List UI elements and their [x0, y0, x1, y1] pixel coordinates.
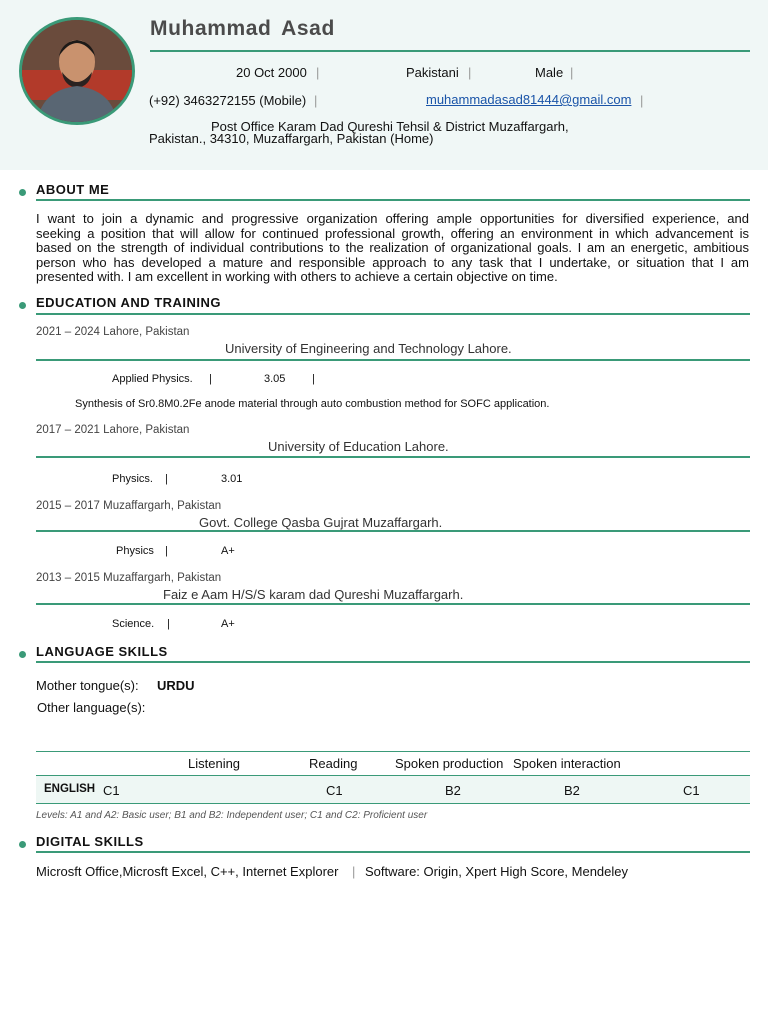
mother-tongue-value: URDU [157, 678, 195, 693]
table-top-line [36, 751, 750, 752]
header-spoken-production: Spoken production [395, 756, 504, 771]
language-skills-title: LANGUAGE SKILLS [36, 644, 168, 659]
separator: | [468, 65, 472, 80]
levels-note: Levels: A1 and A2: Basic user; B1 and B2: Independent user; C1 and C2: Proficient user [36, 810, 428, 821]
phone-number: (+92) 3463272155 (Mobile) [149, 93, 307, 108]
header-spoken-interaction: Spoken interaction [513, 756, 621, 771]
software-skills: Software: Origin, Xpert High Score, Mendeley [365, 864, 629, 879]
grade: 3.05 [264, 373, 286, 385]
nationality: Pakistani [406, 65, 459, 80]
section-underline [36, 851, 750, 853]
digital-skills-title: DIGITAL SKILLS [36, 834, 144, 849]
about-line: person who has developed a mature and responsible approach to any task that I undertake, or situation that I am [36, 254, 749, 270]
mother-tongue-label: Mother tongue(s): [36, 678, 139, 693]
language-level: B2 [445, 783, 461, 798]
language-level: C1 [683, 783, 700, 798]
section-bullet [19, 651, 26, 658]
separator: | [165, 473, 168, 485]
language-level: C1 [103, 783, 120, 798]
about-line: I want to join a dynamic and progressive organization offering ample opportunities for diversified experience, and [36, 211, 749, 226]
education-date: 2021 – 2024 Lahore, Pakistan [36, 326, 190, 338]
separator: | [314, 93, 318, 108]
section-bullet [19, 302, 26, 309]
separator: | [209, 373, 212, 385]
language-row [36, 776, 750, 803]
separator: | [167, 618, 170, 630]
about-line: presented with. I am excellent in working with others to achieve a certain objective on time. [36, 269, 558, 284]
other-languages-label: Other language(s): [37, 700, 146, 715]
separator: | [640, 93, 644, 108]
institution-name: Govt. College Qasba Gujrat Muzaffargarh. [199, 515, 443, 530]
section-underline [36, 313, 750, 315]
thesis-note: Synthesis of Sr0.8M0.2Fe anode material through auto combustion method for SOFC application. [75, 398, 550, 410]
grade: 3.01 [221, 473, 243, 485]
section-underline [36, 661, 750, 663]
about-me-title: ABOUT ME [36, 182, 110, 197]
header-listening: Listening [188, 756, 241, 771]
name-underline [150, 50, 750, 52]
office-skills: Microsft Office,Microsft Excel, C++, Internet Explorer [36, 864, 339, 879]
grade: A+ [221, 545, 235, 557]
entry-underline [36, 359, 750, 361]
institution-name: Faiz e Aam H/S/S karam dad Qureshi Muzaffargarh. [163, 587, 464, 602]
education-date: 2017 – 2021 Lahore, Pakistan [36, 424, 190, 436]
education-title: EDUCATION AND TRAINING [36, 295, 222, 310]
email-link[interactable]: muhammadasad81444@gmail.com [426, 92, 632, 107]
address-line-1: Post Office Karam Dad Qureshi Tehsil & District Muzaffargarh, [211, 119, 569, 134]
separator: | [165, 545, 168, 557]
education-date: 2013 – 2015 Muzaffargarh, Pakistan [36, 572, 222, 584]
entry-underline [36, 530, 750, 532]
section-bullet [19, 841, 26, 848]
language-level: B2 [564, 783, 580, 798]
separator: | [316, 65, 320, 80]
education-date: 2015 – 2017 Muzaffargarh, Pakistan [36, 500, 222, 512]
institution-name: University of Engineering and Technology Lahore. [225, 341, 512, 356]
field-of-study: Physics [116, 545, 154, 557]
about-line: based on the strength of individual contributions to the realization of organizational goals. I am an energetic, ambitious [36, 240, 749, 255]
field-of-study: Applied Physics. [112, 373, 193, 385]
institution-name: University of Education Lahore. [268, 439, 449, 454]
candidate-name: Muhammad Asad [150, 17, 335, 40]
section-bullet [19, 189, 26, 196]
date-of-birth: 20 Oct 2000 [236, 65, 307, 80]
address-line-2: Pakistan., 34310, Muzaffargarh, Pakistan (Home) [149, 131, 434, 146]
table-bottom-line [36, 803, 750, 804]
entry-underline [36, 456, 750, 458]
entry-underline [36, 603, 750, 605]
about-me-paragraph [36, 212, 749, 285]
section-underline [36, 199, 750, 201]
separator: | [570, 65, 574, 80]
gender: Male [535, 65, 564, 80]
separator: | [312, 373, 315, 385]
language-level: C1 [326, 783, 343, 798]
language-name: ENGLISH [44, 783, 96, 795]
separator: | [352, 864, 356, 879]
grade: A+ [221, 618, 235, 630]
about-line: seeking a position that will allow for continued professional growth, offering an environment in which advancement is [36, 225, 749, 241]
profile-photo [19, 17, 135, 125]
header-reading: Reading [309, 756, 358, 771]
field-of-study: Science. [112, 618, 155, 630]
field-of-study: Physics. [112, 473, 153, 485]
